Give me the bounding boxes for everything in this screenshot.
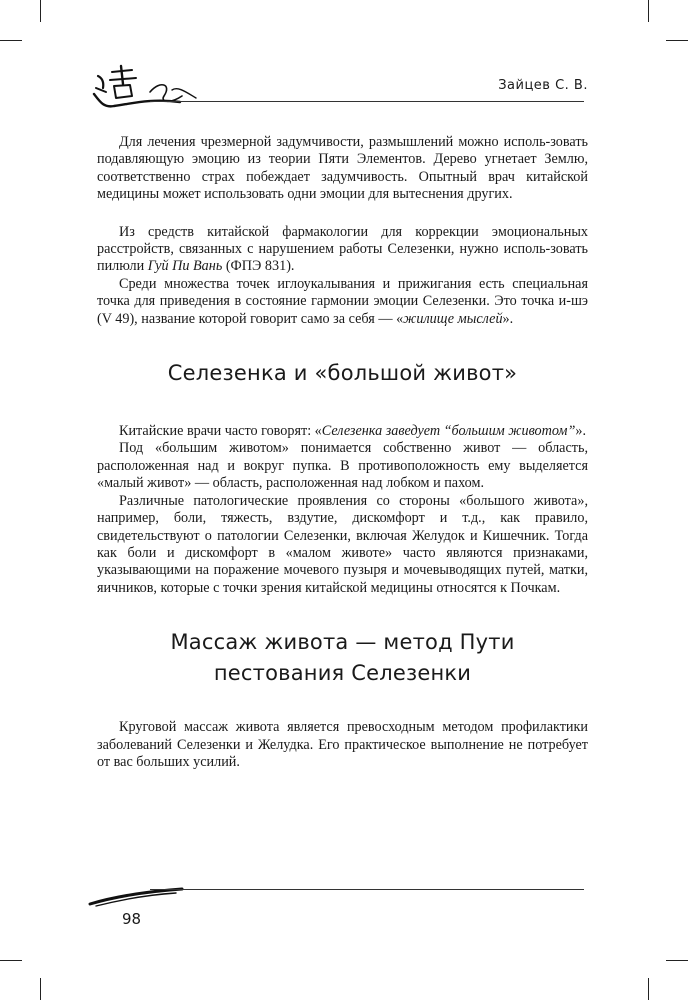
crop-mark [648, 0, 649, 22]
section-heading-line: Массаж живота — метод Пути [170, 630, 515, 655]
paragraph: Под «большим животом» понимается собственно живот — область, расположенная над и вокруг пупка. В противоположность ему выделяется «малый живот» — область, расположенная над лобком и пахом. [97, 440, 588, 492]
crop-mark [666, 40, 688, 41]
paragraph-emphasis: Селезенка заведует “большим животом” [321, 423, 576, 440]
paragraph: Для лечения чрезмерной задумчивости, размышлений можно исполь-зовать подавляющую эмоцию из теории Пяти Элементов. Дерево угнетает Землю, соответственно страх побеждает задумчивость. Опытный врач китайской медицины может использовать одни эмоции для вытеснения других. [97, 134, 588, 203]
crop-mark [0, 960, 22, 961]
paragraph-text: (ФПЭ 831). [222, 258, 295, 275]
header-author: Зайцев С. В. [498, 78, 588, 93]
paragraph-emphasis: жилище мыслей [403, 310, 503, 327]
section-heading: Селезенка и «большой живот» [167, 361, 518, 386]
paragraph-emphasis: Гуй Пи Вань [147, 258, 223, 275]
crop-mark [648, 978, 649, 1000]
paragraph-text: Среди множества точек иглоукалывания и прижигания есть специальная точка для приведения в состояние гармонии эмоции Селезенки. Это точка и-шэ (V 49), название которой говорит само за себя — « [97, 275, 588, 327]
crop-mark [40, 978, 41, 1000]
section-heading-line: пестования Селезенки [213, 661, 472, 686]
header-divider [150, 101, 584, 102]
crop-mark [666, 960, 688, 961]
calligraphy-logo-icon [90, 62, 200, 114]
paragraph-text: Китайские врачи часто говорят: « [119, 423, 322, 440]
paragraph [97, 423, 588, 440]
footer-divider [150, 889, 584, 890]
paragraph-text: ». [502, 310, 514, 327]
page-number: 98 [122, 910, 142, 928]
paragraph: Круговой массаж живота является превосходным методом профилактики заболеваний Селезенки и Желудка. Его практическое выполнение не потребует от вас больших усилий. [97, 719, 588, 770]
section-heading [97, 597, 588, 719]
paragraph-text: Из средств китайской фармакологии для коррекции эмоциональных расстройств, связанных с нарушением работы Селезенки, нужно исполь-зовать пилюли [97, 223, 588, 275]
crop-mark [40, 0, 41, 22]
footer-swoosh-icon [86, 884, 186, 908]
crop-mark [0, 40, 22, 41]
paragraph [97, 276, 588, 328]
paragraph: Различные патологические проявления со стороны «большого живота», например, боли, тяжесть, вздутие, дискомфорт и т.д., как правило, свидетельствуют о патологии Селезенки, включая Желудок и Кишечник. Тогда как боли и дискомфорт в «малом животе» часто являются признаками, указывающими на поражение мочевого пузыря и мочевыводящих путей, матки, яичников, которые с точки зрения китайской медицины относятся к Почкам. [97, 492, 588, 596]
page-content [97, 134, 588, 771]
paragraph [97, 224, 588, 276]
paragraph-text: ». [575, 423, 587, 440]
